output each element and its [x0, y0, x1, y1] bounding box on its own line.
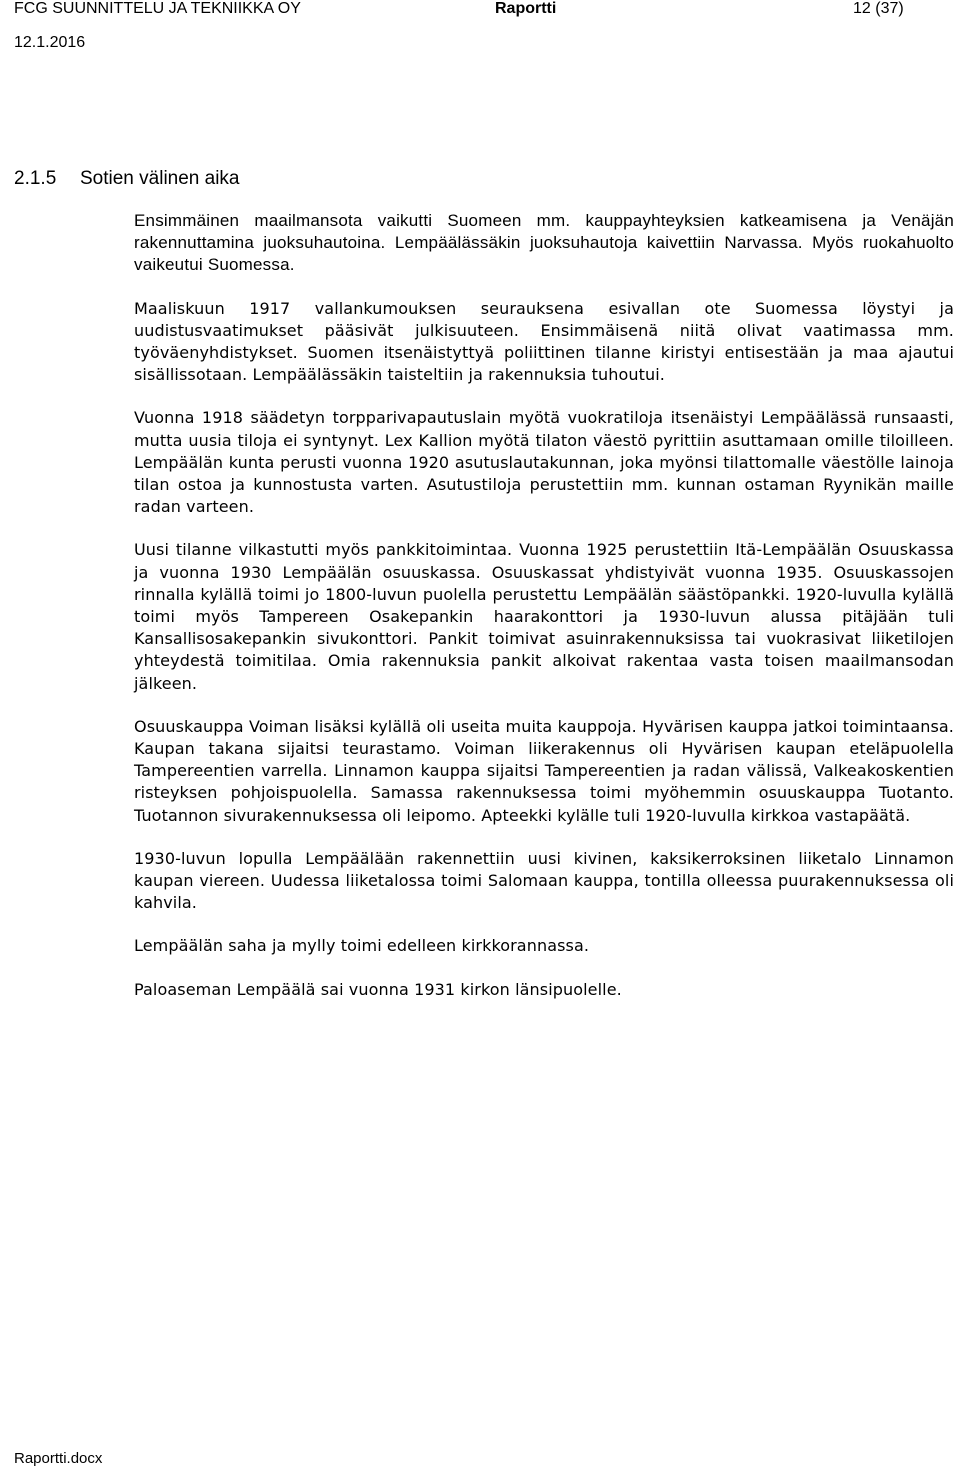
page-header — [14, 0, 930, 22]
paragraph: Osuuskauppa Voiman lisäksi kylällä oli useita muita kauppoja. Hyvärisen kauppa jatkoi toimintaansa. Kaupan takana sijaitsi teurastamo. Voiman liikerakennus oli Hyvärisen kaupan eteläpuolella Tampereentien varrella. Linnamon kauppa sijaitsi Tampereentien ja radan välissä, Valkeakoskentien risteyksen pohjoispuolella. Samassa rakennuksessa toimi myöhemmin osuuskauppa Tuotanto. Tuotannon sivurakennuksessa oli leipomo. Apteekki kylälle tuli 1920-luvulla kirkkoa vastapäätä. — [134, 716, 954, 825]
document-date: 12.1.2016 — [14, 34, 86, 51]
paragraph: Maaliskuun 1917 vallankumouksen seurauksena esivallan ote Suomessa löystyi ja uudistusvaatimukset pääsivät julkisuuteen. Ensimmäisenä niitä olivat vaatimassa mm. työväenyhdistykset. Suomen itsenäistyttyä poliittinen tilanne kiristyi entisestään ja maa ajautui sisällissotaan. Lempäälässäkin taisteltiin ja rakennuksia tuhoutui. — [134, 298, 954, 385]
company-name: FCG SUUNNITTELU JA TEKNIIKKA OY — [14, 0, 301, 17]
body-text — [134, 210, 954, 1022]
paragraph: Lempäälän saha ja mylly toimi edelleen kirkkorannassa. — [134, 936, 590, 956]
footer-filename: Raportti.docx — [14, 1450, 103, 1467]
paragraph: 1930-luvun lopulla Lempäälään rakennettiin uusi kivinen, kaksikerroksinen liiketalo Linnamon kaupan viereen. Uudessa liiketalossa toimi Salomaan kauppa, tontilla olleessa puurakennuksessa oli kahvila. — [134, 848, 954, 913]
section-heading — [14, 168, 240, 190]
paragraph: Paloaseman Lempäälä sai vuonna 1931 kirkon länsipuolelle. — [134, 979, 622, 999]
paragraph: Vuonna 1918 säädetyn torpparivapautuslain myötä vuokratiloja itsenäistyi Lempäälässä runsaasti, mutta uusia tiloja ei syntynyt. Lex Kallion myötä tilaton väestö pyrittiin asuttamaan omille tiloilleen. Lempäälän kunta perusti vuonna 1920 asutuslautakunnan, joka myönsi tilattomalle väestölle lainoja tilan ostoa ja kunnostusta varten. Asutustiloja perustettiin mm. kunnan ostaman Ryynikän maille radan varteen. — [134, 408, 954, 517]
document-type: Raportti — [495, 0, 557, 17]
paragraph: Ensimmäinen maailmansota vaikutti Suomeen mm. kauppayhteyksien katkeamisena ja Venäjän rakennuttamina juoksuhautoina. Lempäälässäkin juoksuhautoja kaivettiin Narvassa. Myös ruokahuolto vaikeutui Suomessa. — [134, 211, 954, 275]
section-title: Sotien välinen aika — [80, 168, 240, 189]
page-number: 12 (37) — [853, 0, 904, 17]
paragraph: Uusi tilanne vilkastutti myös pankkitoimintaa. Vuonna 1925 perustettiin Itä-Lempäälän Osuuskassa ja vuonna 1930 Lempäälän osuuskassa. Osuuskassat yhdistyivät vuonna 1935. Osuuskassojen rinnalla kylällä toimi jo 1800-luvun puolella perustettu Lempäälän säästöpankki. 1920-luvulla kylällä toimi myös Tampereen Osakepankin haarakonttori ja 1930-luvun alussa pitäjään tuli Kansallisosakepankin sivukonttori. Pankit toimivat asuinrakennuksissa tai vuokrasivat liiketilojen yhteydestä toimitilaa. Omia rakennuksia pankit alkoivat rakentaa vasta toisen maailmansodan jälkeen. — [134, 540, 954, 693]
section-number: 2.1.5 — [14, 168, 57, 189]
